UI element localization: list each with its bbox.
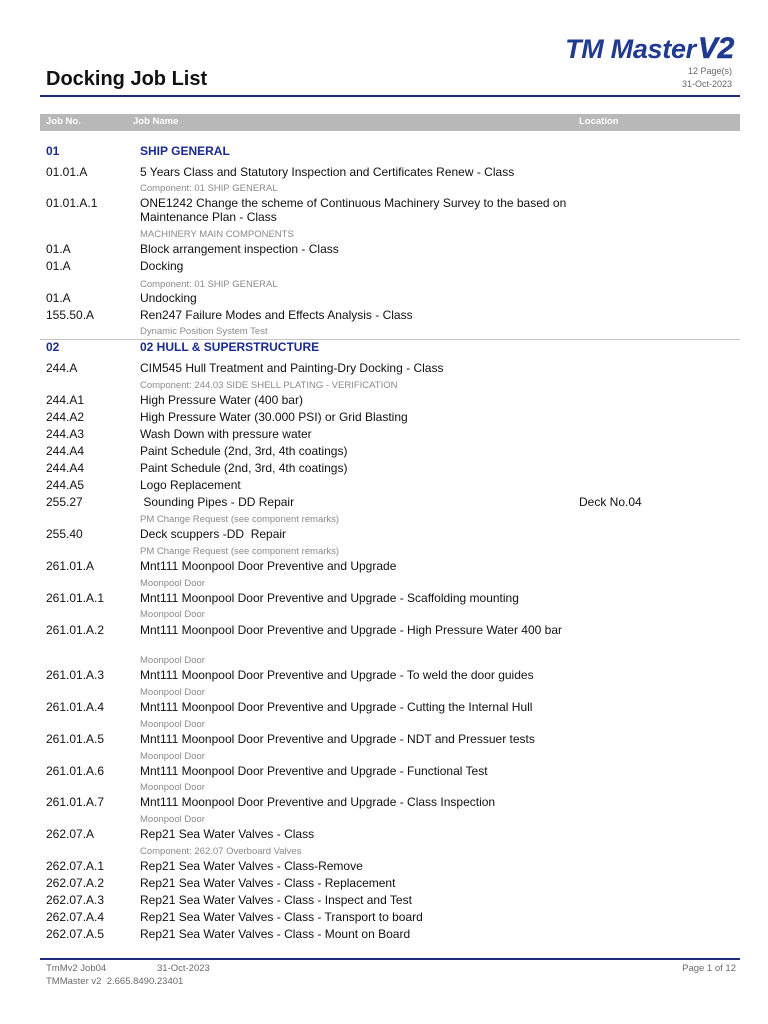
job-number: 01.01.A.1 (46, 196, 98, 210)
job-component: Moonpool Door (140, 655, 205, 666)
job-number: 262.07.A (46, 827, 95, 841)
job-number: 262.07.A.2 (46, 876, 105, 890)
job-number: 255.27 (46, 495, 83, 509)
job-component: Moonpool Door (140, 687, 205, 698)
job-component: Component: 262.07 Overboard Valves (140, 846, 302, 857)
job-number: 244.A4 (46, 444, 85, 458)
job-component: MACHINERY MAIN COMPONENTS (140, 229, 294, 240)
job-number: 244.A4 (46, 461, 85, 475)
job-name: Rep21 Sea Water Valves - Class - Replacement (140, 876, 396, 890)
job-name: Paint Schedule (2nd, 3rd, 4th coatings) (140, 461, 348, 475)
job-name: Mnt111 Moonpool Door Preventive and Upgrade - NDT and Pressuer tests (140, 732, 535, 746)
job-component: Moonpool Door (140, 751, 205, 762)
job-number: 262.07.A.5 (46, 927, 105, 941)
job-name: Block arrangement inspection - Class (140, 242, 339, 256)
job-name: Mnt111 Moonpool Door Preventive and Upgrade - To weld the door guides (140, 668, 534, 682)
job-number: 262.07.A.4 (46, 910, 105, 924)
job-number: 244.A5 (46, 478, 85, 492)
job-name: Rep21 Sea Water Valves - Class-Remove (140, 859, 363, 873)
footer-page-number: Page 1 of 12 (682, 963, 736, 974)
column-header-location: Location (579, 116, 619, 127)
job-name: Sounding Pipes - DD Repair (140, 495, 295, 509)
job-component: Component: 01 SHIP GENERAL (140, 183, 278, 194)
job-name: Mnt111 Moonpool Door Preventive and Upgrade - Class Inspection (140, 795, 496, 809)
job-name: Deck scuppers -DD Repair (140, 527, 287, 541)
job-number: 01.A (46, 242, 71, 256)
job-number: 01.01.A (46, 165, 88, 179)
job-name: Mnt111 Moonpool Door Preventive and Upgrade - Scaffolding mounting (140, 591, 519, 605)
column-header-job-no: Job No. (46, 116, 81, 127)
job-number: 244.A1 (46, 393, 85, 407)
job-number: 255.40 (46, 527, 83, 541)
footer-report-id: TmMv2 Job04 (46, 963, 107, 974)
job-name: Undocking (140, 291, 197, 305)
column-header-job-name: Job Name (133, 116, 179, 127)
job-number: 261.01.A.6 (46, 764, 105, 778)
job-number: 261.01.A (46, 559, 95, 573)
section-number: 01 (46, 144, 60, 158)
section-name: 02 HULL & SUPERSTRUCTURE (140, 340, 320, 354)
job-component: PM Change Request (see component remarks) (140, 514, 340, 525)
job-name: Mnt111 Moonpool Door Preventive and Upgrade - Cutting the Internal Hull (140, 700, 533, 714)
job-name: Logo Replacement (140, 478, 241, 492)
job-name: Rep21 Sea Water Valves - Class (140, 827, 315, 841)
job-name: Docking (140, 259, 184, 273)
job-number: 261.01.A.1 (46, 591, 105, 605)
job-name: Paint Schedule (2nd, 3rd, 4th coatings) (140, 444, 348, 458)
job-component: Moonpool Door (140, 782, 205, 793)
job-name: CIM545 Hull Treatment and Painting-Dry Docking - Class (140, 361, 444, 375)
logo-text: TM Master (565, 34, 696, 64)
page-count: 12 Page(s) (687, 66, 732, 76)
logo-version: V2 (697, 32, 734, 65)
footer-divider (40, 958, 740, 960)
job-component: Moonpool Door (140, 578, 205, 589)
job-name: ONE1242 Change the scheme of Continuous Machinery Survey to the based on Maintenance Plan - Class (140, 196, 567, 224)
job-name: Mnt111 Moonpool Door Preventive and Upgrade - Functional Test (140, 764, 488, 778)
job-component: Moonpool Door (140, 609, 205, 620)
job-number: 244.A3 (46, 427, 85, 441)
page-title: Docking Job List (46, 68, 208, 90)
job-component: Component: 01 SHIP GENERAL (140, 279, 278, 290)
job-number: 261.01.A.7 (46, 795, 105, 809)
job-component: Moonpool Door (140, 814, 205, 825)
job-number: 261.01.A.2 (46, 623, 105, 637)
tm-master-logo (565, 32, 734, 66)
footer-version: TMMaster v2 2.665.8490.23401 (46, 976, 184, 987)
page-header (46, 30, 740, 96)
job-name: Rep21 Sea Water Valves - Class - Transport to board (140, 910, 423, 924)
job-number: 262.07.A.3 (46, 893, 105, 907)
column-header-bar (40, 114, 740, 131)
report-date: 31-Oct-2023 (681, 79, 732, 89)
job-name: Ren247 Failure Modes and Effects Analysis - Class (140, 308, 413, 322)
job-component: Component: 244.03 SIDE SHELL PLATING - VERIFICATION (140, 380, 398, 391)
job-name: Wash Down with pressure water (140, 427, 312, 441)
job-number: 261.01.A.4 (46, 700, 105, 714)
job-number: 01.A (46, 291, 71, 305)
section-number: 02 (46, 340, 60, 354)
job-name: Mnt111 Moonpool Door Preventive and Upgrade (140, 559, 397, 573)
job-number: 01.A (46, 259, 71, 273)
job-name: 5 Years Class and Statutory Inspection and Certificates Renew - Class (140, 165, 515, 179)
job-name: High Pressure Water (30.000 PSI) or Grid Blasting (140, 410, 408, 424)
job-name: Rep21 Sea Water Valves - Class - Inspect and Test (140, 893, 412, 907)
job-name: Rep21 Sea Water Valves - Class - Mount on Board (140, 927, 411, 941)
job-component: Dynamic Position System Test (140, 326, 268, 337)
job-number: 155.50.A (46, 308, 95, 322)
job-component: Moonpool Door (140, 719, 205, 730)
footer-date: 31-Oct-2023 (157, 963, 210, 974)
job-name: Mnt111 Moonpool Door Preventive and Upgrade - High Pressure Water 400 bar (140, 623, 562, 637)
section-name: SHIP GENERAL (140, 144, 230, 158)
job-number: 261.01.A.3 (46, 668, 105, 682)
job-number: 261.01.A.5 (46, 732, 105, 746)
header-divider (40, 95, 740, 97)
job-number: 262.07.A.1 (46, 859, 105, 873)
job-number: 244.A2 (46, 410, 85, 424)
job-location: Deck No.04 (579, 495, 642, 509)
job-number: 244.A (46, 361, 78, 375)
job-name: High Pressure Water (400 bar) (140, 393, 303, 407)
job-component: PM Change Request (see component remarks) (140, 546, 340, 557)
